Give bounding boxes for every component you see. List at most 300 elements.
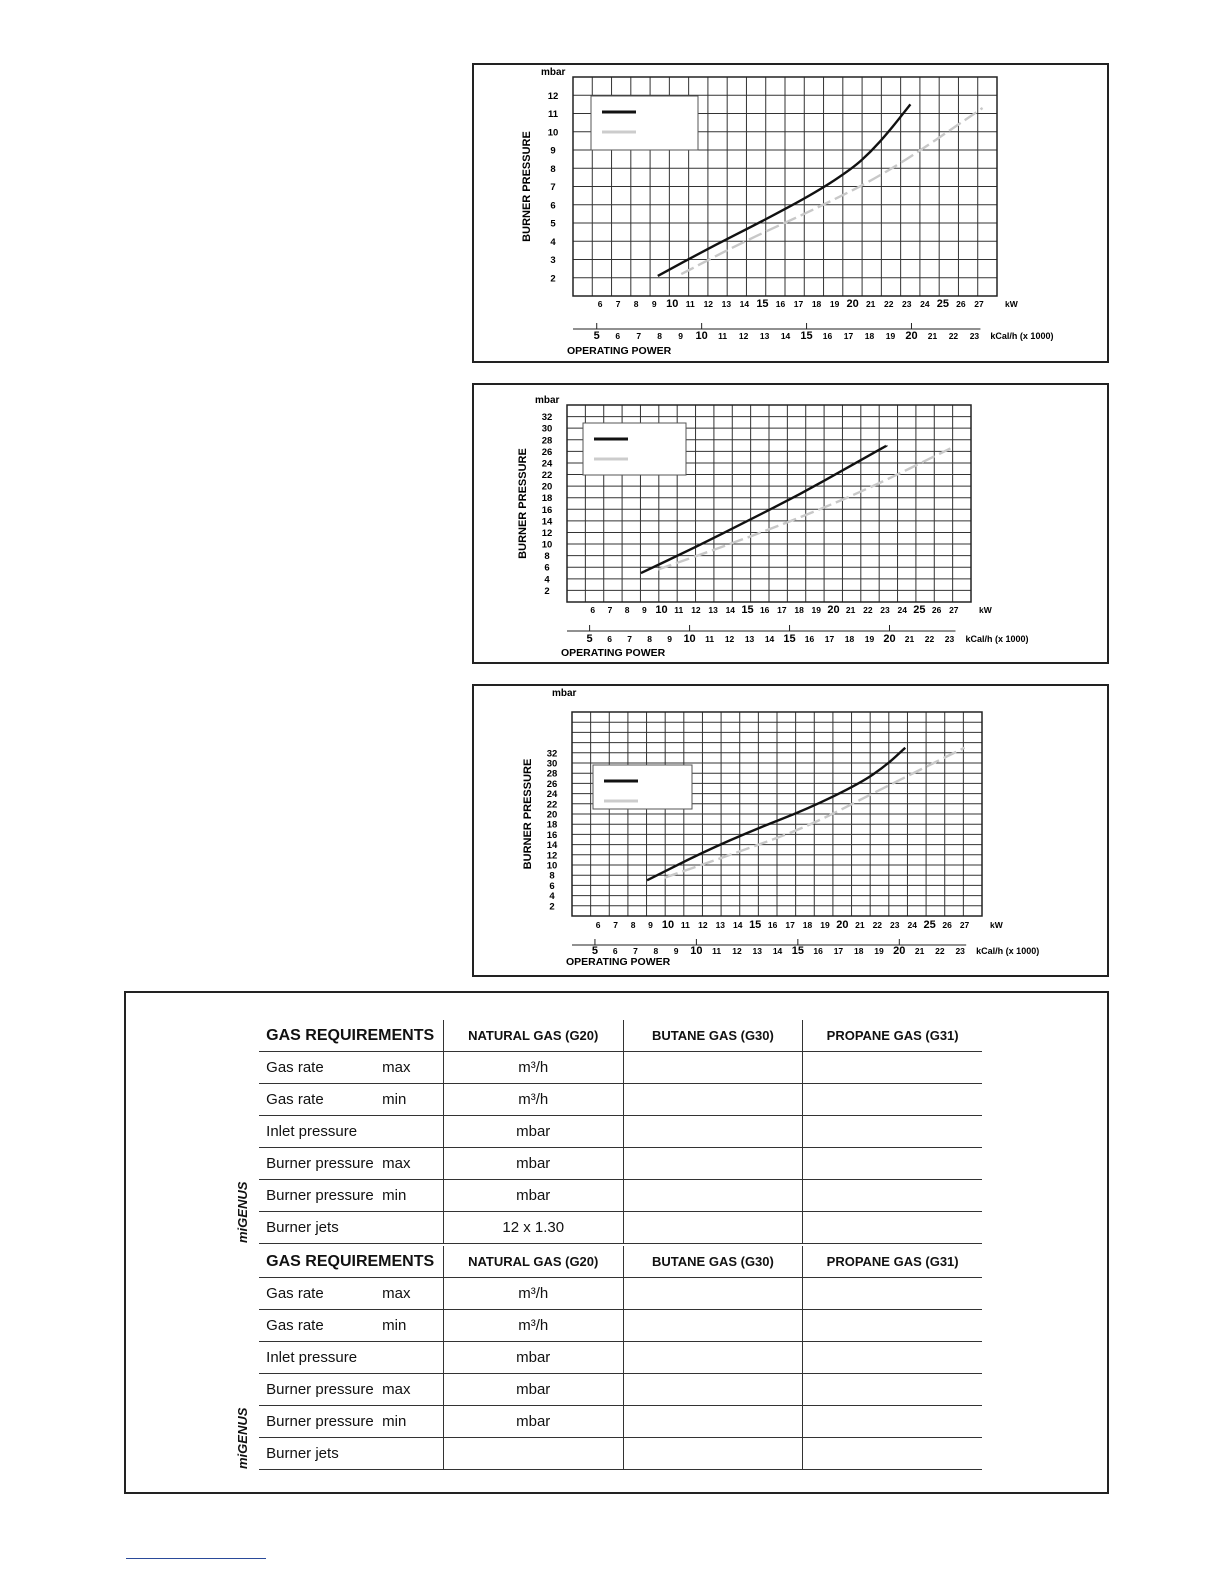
gas-table-1-body bbox=[219, 1020, 982, 1244]
kw-tick-label: 15 bbox=[756, 298, 769, 310]
kcal-tick-label: 9 bbox=[667, 634, 672, 644]
table-row bbox=[219, 1212, 982, 1244]
kw-tick-label: 14 bbox=[725, 605, 736, 615]
value-cell bbox=[803, 1148, 982, 1180]
y-unit-label: mbar bbox=[541, 67, 566, 78]
param-name: Burner pressure bbox=[266, 1187, 374, 1204]
value-cell bbox=[803, 1084, 982, 1116]
chart-1-svg bbox=[474, 65, 1107, 361]
footer-rule bbox=[126, 1558, 266, 1559]
kw-tick-label: 27 bbox=[974, 299, 984, 309]
param-qualifier: min bbox=[382, 1317, 407, 1334]
kw-tick-label: 12 bbox=[698, 920, 708, 930]
y-tick-label: 12 bbox=[546, 850, 558, 862]
kcal-tick-label: 8 bbox=[653, 946, 659, 956]
chart-2-svg bbox=[474, 385, 1107, 662]
kw-tick-label: 24 bbox=[897, 605, 907, 615]
kcal-tick-label: 21 bbox=[927, 331, 938, 341]
kcal-tick-label: 14 bbox=[772, 946, 783, 956]
kcal-tick-label: 19 bbox=[885, 331, 896, 341]
y-tick-label: 26 bbox=[541, 446, 553, 458]
kcal-tick-label: 22 bbox=[935, 946, 945, 956]
logo-mi: miGENUS bbox=[235, 1181, 250, 1243]
kw-tick-label: 6 bbox=[590, 605, 596, 615]
kw-tick-label: 9 bbox=[651, 299, 657, 309]
param-name: Burner pressure bbox=[266, 1381, 374, 1398]
param-cell bbox=[259, 1212, 443, 1244]
y-tick-label: 22 bbox=[546, 799, 558, 811]
kw-tick-label: 9 bbox=[648, 920, 653, 930]
param-name: Gas rate bbox=[266, 1317, 324, 1334]
value-cell bbox=[803, 1310, 982, 1342]
header-gas-requirements: GAS REQUIREMENTS bbox=[259, 1020, 443, 1052]
kcal-tick-label: 23 bbox=[969, 331, 980, 341]
kw-tick-label: 23 bbox=[880, 605, 890, 615]
kcal-tick-label: 21 bbox=[904, 634, 915, 644]
y-tick-label: 16 bbox=[541, 504, 553, 516]
kcal-tick-label: 15 bbox=[791, 945, 804, 957]
param-qualifier: max bbox=[382, 1059, 411, 1076]
value-cell: mbar bbox=[443, 1342, 623, 1374]
header-natural-gas: NATURAL GAS (G20) bbox=[443, 1020, 623, 1052]
kw-tick-label: 16 bbox=[767, 920, 778, 930]
kw-tick-label: 20 bbox=[836, 919, 849, 931]
kcal-tick-label: 5 bbox=[586, 633, 593, 645]
kcal-tick-label: 8 bbox=[647, 634, 652, 644]
legend-box bbox=[583, 423, 686, 475]
y-tick-label: 28 bbox=[541, 435, 553, 447]
value-cell bbox=[623, 1212, 803, 1244]
value-cell bbox=[803, 1406, 982, 1438]
param-cell bbox=[259, 1310, 443, 1342]
kw-tick-label: 13 bbox=[708, 605, 718, 615]
param-name: Gas rate bbox=[266, 1059, 324, 1076]
x-axis-title: OPERATING POWER bbox=[567, 345, 672, 357]
y-tick-label: 4 bbox=[549, 891, 555, 903]
y-tick-label: 10 bbox=[546, 860, 558, 872]
kcal-tick-label: 23 bbox=[955, 946, 965, 956]
kw-tick-label: 23 bbox=[890, 920, 900, 930]
kcal-tick-label: 16 bbox=[822, 331, 833, 341]
param-cell bbox=[259, 1052, 443, 1084]
param-qualifier: min bbox=[382, 1091, 407, 1108]
kw-tick-label: 27 bbox=[949, 605, 959, 615]
kcal-tick-label: 20 bbox=[883, 633, 896, 645]
kcal-tick-label: 21 bbox=[914, 946, 925, 956]
value-cell bbox=[443, 1438, 623, 1470]
y-tick-label: 2 bbox=[544, 585, 550, 597]
kcal-tick-label: 20 bbox=[905, 330, 918, 342]
value-cell bbox=[803, 1116, 982, 1148]
y-tick-label: 30 bbox=[546, 758, 558, 770]
gas-requirements-panel bbox=[124, 991, 1109, 1494]
param-qualifier: max bbox=[382, 1155, 411, 1172]
value-cell bbox=[623, 1084, 803, 1116]
value-cell bbox=[623, 1374, 803, 1406]
kcal-tick-label: 17 bbox=[833, 946, 844, 956]
kcal-tick-label: 11 bbox=[712, 946, 722, 956]
y-tick-label: 26 bbox=[546, 778, 558, 790]
value-cell bbox=[623, 1148, 803, 1180]
kw-tick-label: 18 bbox=[802, 920, 813, 930]
table-row bbox=[219, 1052, 982, 1084]
kcal-tick-label: 6 bbox=[612, 946, 618, 956]
param-cell bbox=[259, 1374, 443, 1406]
kcal-tick-label: 12 bbox=[732, 946, 742, 956]
logo-cell bbox=[219, 1310, 259, 1342]
logo-cell bbox=[219, 1116, 259, 1148]
y-tick-label: 2 bbox=[550, 273, 556, 285]
kw-tick-label: 7 bbox=[607, 605, 613, 615]
param-qualifier: min bbox=[382, 1187, 407, 1204]
kcal-tick-label: 9 bbox=[678, 331, 684, 341]
kw-tick-label: 17 bbox=[785, 920, 795, 930]
chart-2 bbox=[472, 383, 1109, 664]
kcal-tick-label: 17 bbox=[824, 634, 835, 644]
kcal-tick-label: 22 bbox=[924, 634, 935, 644]
table-row bbox=[219, 1374, 982, 1406]
table-row bbox=[219, 1310, 982, 1342]
y-tick-label: 18 bbox=[546, 819, 558, 831]
param-qualifier: max bbox=[382, 1381, 411, 1398]
value-cell bbox=[803, 1374, 982, 1406]
chart-grid bbox=[572, 712, 982, 916]
param-qualifier: min bbox=[382, 1413, 407, 1430]
param-name: Inlet pressure bbox=[266, 1349, 358, 1366]
y-axis-title: BURNER PRESSURE bbox=[521, 131, 533, 242]
kcal-tick-label: 7 bbox=[636, 331, 642, 341]
kcal-tick-label: 8 bbox=[657, 331, 663, 341]
table-row bbox=[219, 1342, 982, 1374]
value-cell bbox=[623, 1180, 803, 1212]
chart-legend bbox=[583, 423, 686, 475]
kcal-unit-label: kCal/h (x 1000) bbox=[990, 331, 1054, 341]
chart-1 bbox=[472, 63, 1109, 363]
logo-cell bbox=[219, 1438, 259, 1470]
kw-tick-label: 23 bbox=[902, 299, 912, 309]
kw-tick-label: 21 bbox=[855, 920, 865, 930]
kcal-tick-label: 13 bbox=[752, 946, 763, 956]
param-cell bbox=[259, 1148, 443, 1180]
param-cell bbox=[259, 1406, 443, 1438]
kcal-tick-label: 16 bbox=[813, 946, 823, 956]
x-axis-title: OPERATING POWER bbox=[561, 647, 666, 659]
y-tick-label: 8 bbox=[544, 551, 550, 563]
logo-cell bbox=[219, 1084, 259, 1116]
kw-tick-label: 11 bbox=[685, 299, 695, 309]
kw-tick-label: 18 bbox=[811, 299, 822, 309]
y-tick-label: 11 bbox=[547, 109, 559, 120]
kcal-tick-label: 6 bbox=[607, 634, 612, 644]
kcal-tick-label: 5 bbox=[593, 330, 600, 342]
kw-tick-label: 6 bbox=[597, 299, 603, 309]
kcal-tick-label: 10 bbox=[683, 633, 696, 645]
logo-mi: miGENUS bbox=[235, 1407, 250, 1469]
kw-tick-label: 12 bbox=[703, 299, 714, 309]
y-tick-label: 16 bbox=[546, 829, 558, 841]
value-cell bbox=[803, 1212, 982, 1244]
y-tick-label: 5 bbox=[550, 218, 556, 230]
kw-tick-label: 7 bbox=[615, 299, 621, 309]
kw-tick-label: 26 bbox=[956, 299, 966, 309]
y-tick-label: 9 bbox=[550, 145, 556, 157]
param-cell bbox=[259, 1084, 443, 1116]
value-cell bbox=[803, 1278, 982, 1310]
kcal-tick-label: 16 bbox=[804, 634, 815, 644]
gas-table-1 bbox=[219, 1020, 982, 1244]
y-tick-label: 32 bbox=[546, 748, 558, 760]
kw-tick-label: 8 bbox=[633, 299, 639, 309]
kcal-axis bbox=[573, 323, 980, 342]
value-cell: mbar bbox=[443, 1180, 623, 1212]
kw-tick-label: 11 bbox=[680, 920, 690, 930]
y-tick-label: 12 bbox=[547, 90, 559, 102]
kw-tick-label: 15 bbox=[749, 919, 762, 931]
chart-3 bbox=[472, 684, 1109, 977]
y-tick-label: 32 bbox=[541, 412, 553, 424]
y-tick-label: 8 bbox=[549, 870, 555, 882]
y-tick-label: 6 bbox=[549, 880, 555, 892]
kw-tick-label: 21 bbox=[845, 605, 856, 615]
kw-tick-label: 14 bbox=[739, 299, 750, 309]
gas-table-2-body bbox=[219, 1246, 982, 1470]
kw-tick-label: 8 bbox=[624, 605, 630, 615]
value-cell: m³/h bbox=[443, 1278, 623, 1310]
value-cell bbox=[623, 1406, 803, 1438]
value-cell: mbar bbox=[443, 1148, 623, 1180]
chart-3-svg bbox=[474, 686, 1107, 975]
kcal-tick-label: 6 bbox=[615, 331, 621, 341]
kcal-tick-label: 13 bbox=[744, 634, 755, 644]
kw-tick-label: 13 bbox=[715, 920, 726, 930]
kcal-tick-label: 17 bbox=[843, 331, 854, 341]
kcal-tick-label: 7 bbox=[633, 946, 638, 956]
logo-cell bbox=[219, 1246, 259, 1278]
y-tick-label: 22 bbox=[541, 470, 553, 482]
logo-cell bbox=[219, 1052, 259, 1084]
y-tick-label: 10 bbox=[541, 539, 553, 551]
logo-cell bbox=[219, 1212, 259, 1244]
y-tick-label: 4 bbox=[544, 574, 550, 586]
kw-unit-label: kW bbox=[1005, 299, 1018, 309]
param-cell bbox=[259, 1278, 443, 1310]
value-cell bbox=[803, 1180, 982, 1212]
param-name: Burner jets bbox=[266, 1219, 339, 1236]
value-cell: 12 x 1.30 bbox=[443, 1212, 623, 1244]
kcal-tick-label: 14 bbox=[764, 634, 775, 644]
header-propane-gas: PROPANE GAS (G31) bbox=[803, 1246, 982, 1278]
y-axis-title: BURNER PRESSURE bbox=[522, 758, 534, 870]
table-row bbox=[219, 1438, 982, 1470]
kw-tick-label: 19 bbox=[820, 920, 830, 930]
value-cell bbox=[803, 1342, 982, 1374]
param-cell bbox=[259, 1438, 443, 1470]
gas-table-2 bbox=[219, 1246, 982, 1470]
param-name: Burner jets bbox=[266, 1445, 339, 1462]
value-cell bbox=[623, 1116, 803, 1148]
kw-tick-label: 26 bbox=[931, 605, 942, 615]
value-cell bbox=[623, 1438, 803, 1470]
kw-tick-label: 10 bbox=[661, 919, 675, 931]
kcal-tick-label: 15 bbox=[800, 330, 813, 342]
y-tick-label: 14 bbox=[546, 840, 558, 852]
kw-tick-label: 27 bbox=[959, 920, 970, 930]
kcal-tick-label: 22 bbox=[948, 331, 959, 341]
table-row bbox=[219, 1180, 982, 1212]
chart-legend bbox=[591, 96, 698, 150]
value-cell: mbar bbox=[443, 1374, 623, 1406]
kw-tick-label: 11 bbox=[674, 605, 684, 615]
table-row bbox=[219, 1406, 982, 1438]
kcal-tick-label: 11 bbox=[705, 634, 715, 644]
y-tick-label: 20 bbox=[541, 481, 553, 493]
kw-tick-label: 19 bbox=[829, 299, 840, 309]
header-gas-requirements: GAS REQUIREMENTS bbox=[259, 1246, 443, 1278]
kcal-tick-label: 18 bbox=[853, 946, 864, 956]
value-cell: mbar bbox=[443, 1406, 623, 1438]
y-tick-label: 24 bbox=[546, 789, 558, 801]
y-unit-label: mbar bbox=[535, 395, 560, 406]
table-row bbox=[219, 1278, 982, 1310]
y-tick-label: 28 bbox=[546, 768, 558, 780]
value-cell: m³/h bbox=[443, 1310, 623, 1342]
header-propane-gas: PROPANE GAS (G31) bbox=[803, 1020, 982, 1052]
y-tick-label: 8 bbox=[550, 163, 556, 175]
kcal-unit-label: kCal/h (x 1000) bbox=[965, 634, 1029, 644]
param-cell bbox=[259, 1342, 443, 1374]
kw-tick-label: 16 bbox=[775, 299, 786, 309]
value-cell: m³/h bbox=[443, 1052, 623, 1084]
logo-cell bbox=[219, 1374, 259, 1406]
header-butane-gas: BUTANE GAS (G30) bbox=[623, 1246, 803, 1278]
kw-unit-label: kW bbox=[979, 605, 992, 615]
kcal-tick-label: 14 bbox=[780, 331, 791, 341]
kw-tick-label: 16 bbox=[759, 605, 770, 615]
kcal-tick-label: 12 bbox=[724, 634, 735, 644]
kw-tick-label: 21 bbox=[865, 299, 876, 309]
logo-cell bbox=[219, 1180, 259, 1212]
param-name: Burner pressure bbox=[266, 1155, 374, 1172]
y-unit-label: mbar bbox=[552, 688, 577, 699]
kw-tick-label: 25 bbox=[923, 919, 936, 931]
x-axis-title: OPERATING POWER bbox=[566, 956, 671, 968]
kw-tick-label: 13 bbox=[721, 299, 732, 309]
kcal-tick-label: 20 bbox=[893, 945, 906, 957]
kw-tick-label: 22 bbox=[872, 920, 883, 930]
kw-tick-label: 24 bbox=[920, 299, 930, 309]
kw-tick-label: 15 bbox=[741, 604, 754, 616]
kw-unit-label: kW bbox=[990, 920, 1003, 930]
y-tick-label: 20 bbox=[546, 809, 558, 821]
param-name: Inlet pressure bbox=[266, 1123, 358, 1140]
value-cell: mbar bbox=[443, 1116, 623, 1148]
kw-tick-label: 17 bbox=[793, 299, 804, 309]
kcal-tick-label: 12 bbox=[738, 331, 749, 341]
kw-tick-label: 10 bbox=[666, 298, 679, 310]
param-name: Gas rate bbox=[266, 1285, 324, 1302]
y-tick-label: 24 bbox=[541, 458, 553, 470]
kw-tick-label: 18 bbox=[794, 605, 804, 615]
value-cell bbox=[623, 1342, 803, 1374]
param-name: Gas rate bbox=[266, 1091, 324, 1108]
kw-tick-label: 7 bbox=[613, 920, 618, 930]
value-cell bbox=[623, 1278, 803, 1310]
kcal-tick-label: 10 bbox=[690, 945, 703, 957]
kcal-tick-label: 15 bbox=[783, 633, 796, 645]
table-header-row bbox=[219, 1246, 982, 1278]
y-tick-label: 6 bbox=[544, 562, 550, 574]
kw-tick-label: 17 bbox=[777, 605, 787, 615]
kcal-unit-label: kCal/h (x 1000) bbox=[976, 946, 1040, 956]
param-cell bbox=[259, 1116, 443, 1148]
value-cell: m³/h bbox=[443, 1084, 623, 1116]
kcal-tick-label: 18 bbox=[864, 331, 875, 341]
table-row bbox=[219, 1148, 982, 1180]
y-tick-label: 12 bbox=[541, 527, 553, 539]
kw-tick-label: 9 bbox=[641, 605, 647, 615]
y-tick-label: 4 bbox=[550, 236, 556, 248]
kcal-tick-label: 23 bbox=[944, 634, 955, 644]
kw-tick-label: 10 bbox=[655, 604, 668, 616]
kcal-tick-label: 10 bbox=[695, 330, 708, 342]
y-axis-title: BURNER PRESSURE bbox=[517, 448, 529, 559]
kcal-tick-label: 9 bbox=[673, 946, 679, 956]
kw-tick-label: 20 bbox=[827, 604, 840, 616]
kcal-tick-label: 7 bbox=[627, 634, 632, 644]
logo-cell bbox=[219, 1278, 259, 1310]
logo-cell bbox=[219, 1342, 259, 1374]
chart-legend bbox=[593, 765, 692, 809]
logo-cell bbox=[219, 1406, 259, 1438]
kcal-tick-label: 13 bbox=[759, 331, 770, 341]
kcal-tick-label: 18 bbox=[844, 634, 855, 644]
kw-tick-label: 22 bbox=[863, 605, 873, 615]
kw-tick-label: 20 bbox=[846, 298, 859, 310]
table-row bbox=[219, 1116, 982, 1148]
logo-cell bbox=[219, 1148, 259, 1180]
y-tick-label: 6 bbox=[550, 200, 556, 212]
table-header-row bbox=[219, 1020, 982, 1052]
kw-tick-label: 6 bbox=[595, 920, 601, 930]
kw-tick-label: 14 bbox=[733, 920, 743, 930]
logo-cell bbox=[219, 1020, 259, 1052]
y-tick-label: 3 bbox=[550, 255, 556, 266]
kw-tick-label: 12 bbox=[691, 605, 701, 615]
param-qualifier: max bbox=[382, 1285, 411, 1302]
value-cell bbox=[623, 1310, 803, 1342]
value-cell bbox=[623, 1052, 803, 1084]
kw-tick-label: 22 bbox=[884, 299, 894, 309]
y-tick-label: 30 bbox=[541, 423, 553, 435]
kcal-tick-label: 5 bbox=[591, 945, 599, 957]
legend-box bbox=[591, 96, 698, 150]
header-butane-gas: BUTANE GAS (G30) bbox=[623, 1020, 803, 1052]
kcal-tick-label: 19 bbox=[864, 634, 875, 644]
kw-tick-label: 24 bbox=[907, 920, 917, 930]
param-name: Burner pressure bbox=[266, 1413, 374, 1430]
kw-tick-label: 8 bbox=[630, 920, 636, 930]
kw-tick-label: 25 bbox=[913, 604, 926, 616]
kw-tick-label: 25 bbox=[936, 298, 949, 310]
y-tick-label: 7 bbox=[550, 182, 556, 193]
kcal-axis bbox=[567, 625, 955, 645]
y-tick-label: 18 bbox=[541, 493, 553, 505]
header-natural-gas: NATURAL GAS (G20) bbox=[443, 1246, 623, 1278]
value-cell bbox=[803, 1052, 982, 1084]
y-tick-label: 10 bbox=[547, 127, 559, 139]
table-row bbox=[219, 1084, 982, 1116]
kcal-tick-label: 11 bbox=[718, 331, 728, 341]
